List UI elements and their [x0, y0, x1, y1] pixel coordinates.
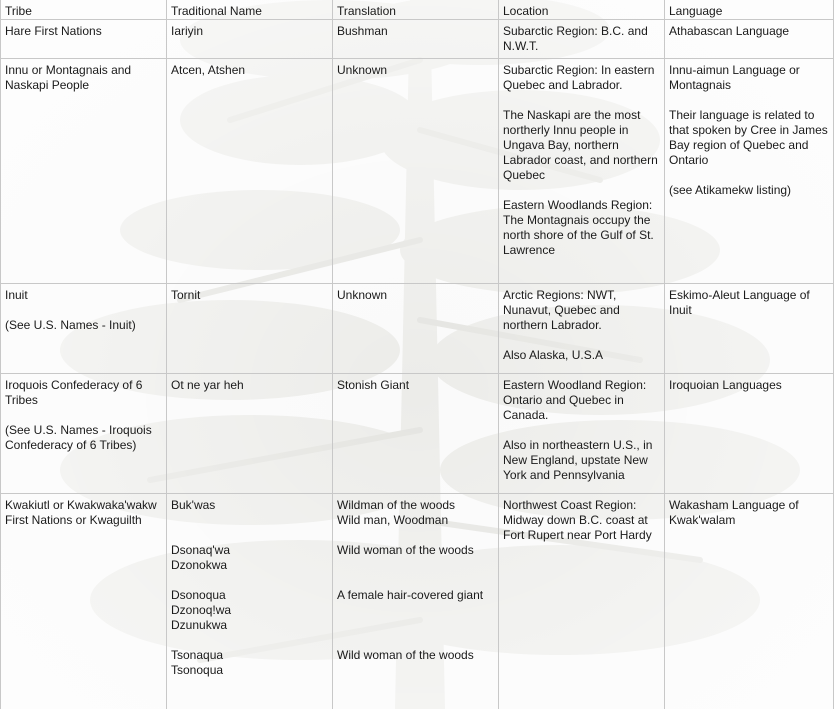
cell-text-line: Eskimo-Aleut Language of Inuit: [669, 288, 810, 317]
cell-text-line: (See U.S. Names - Inuit): [5, 318, 136, 332]
cell-location: [499, 20, 665, 59]
cell-traditional-name: [167, 284, 333, 374]
column-header: Tribe: [1, 0, 167, 20]
cell-text-line: (See U.S. Names - Iroquois Confederacy of 6 Tribes): [5, 423, 152, 452]
cell-location: [499, 284, 665, 374]
cell-language: [665, 494, 834, 709]
cell-text-line: Subarctic Region: In eastern Quebec and Labrador.: [503, 63, 655, 92]
cell-text-line: Arctic Regions: NWT, Nunavut, Quebec and northern Labrador.: [503, 288, 620, 332]
cell-text-line: [171, 633, 329, 648]
cell-text-line: Innu or Montagnais and Naskapi People: [5, 63, 132, 92]
cell-tribe: [1, 59, 167, 284]
cell-tribe: [1, 284, 167, 374]
table-row: [1, 284, 834, 374]
cell-text-line: Wild woman of the woods: [337, 543, 474, 557]
cell-text-line: Iariyin: [171, 24, 204, 38]
cell-text-line: Iroquoian Languages: [669, 378, 782, 392]
cell-text-line: Dzunukwa: [171, 618, 228, 632]
cell-text-line: [503, 333, 661, 348]
cell-text-line: Eastern Woodlands Region: The Montagnais occupy the north shore of the Gulf of St. Lawrence: [503, 198, 654, 257]
cell-traditional-name: [167, 374, 333, 494]
cell-text-line: [337, 528, 495, 543]
cell-text-line: [5, 303, 163, 318]
cell-text-line: Hare First Nations: [5, 24, 102, 38]
cell-traditional-name: [167, 59, 333, 284]
cell-text-line: Kwakiutl or Kwakwaka'wakw First Nations or Kwaguilth: [5, 498, 157, 527]
cell-text-line: [669, 168, 830, 183]
cell-tribe: [1, 374, 167, 494]
cell-text-line: Bushman: [337, 24, 388, 38]
table-row: [1, 374, 834, 494]
cell-text-line: [171, 528, 329, 543]
cell-text-line: [171, 513, 329, 528]
cell-language: [665, 59, 834, 284]
cell-text-line: Northwest Coast Region: Midway down B.C. coast at Fort Rupert near Port Hardy: [503, 498, 652, 542]
table-row: [1, 59, 834, 284]
table-row: [1, 20, 834, 59]
cell-text-line: Tsonoqua: [171, 663, 224, 677]
cell-text-line: Dzonokwa: [171, 558, 228, 572]
cell-text-line: Dzonoq!wa: [171, 603, 232, 617]
cell-text-line: Athabascan Language: [669, 24, 790, 38]
cell-text-line: [337, 558, 495, 573]
cell-language: [665, 374, 834, 494]
cell-translation: [333, 20, 499, 59]
cell-translation: [333, 374, 499, 494]
table-header-row: [1, 0, 834, 20]
cell-text-line: Iroquois Confederacy of 6 Tribes: [5, 378, 143, 407]
column-header: Traditional Name: [167, 0, 333, 20]
cell-text-line: [171, 573, 329, 588]
cell-text-line: Also Alaska, U.S.A: [503, 348, 604, 362]
cell-text-line: [503, 93, 661, 108]
cell-language: [665, 284, 834, 374]
cell-text-line: Atcen, Atshen: [171, 63, 246, 77]
cell-traditional-name: [167, 494, 333, 709]
cell-text-line: Also in northeastern U.S., in New England, upstate New York and Pennsylvania: [503, 438, 653, 482]
cell-text-line: Subarctic Region: B.C. and N.W.T.: [503, 24, 648, 53]
cell-text-line: Dsonoqua: [171, 588, 226, 602]
cell-text-line: [669, 93, 830, 108]
cell-text-line: Buk'was: [171, 498, 216, 512]
cell-translation: [333, 494, 499, 709]
cell-translation: [333, 59, 499, 284]
cell-text-line: [337, 603, 495, 618]
table-row: [1, 494, 834, 709]
cell-text-line: Innu-aimun Language or Montagnais: [669, 63, 800, 92]
cell-text-line: Tsonaqua: [171, 648, 224, 662]
column-header: Language: [665, 0, 834, 20]
cell-text-line: Wild woman of the woods: [337, 648, 474, 662]
cell-text-line: Stonish Giant: [337, 378, 410, 392]
cell-text-line: Dsonaq'wa: [171, 543, 230, 557]
cell-text-line: [503, 423, 661, 438]
cell-text-line: [5, 408, 163, 423]
cell-language: [665, 20, 834, 59]
cell-text-line: [337, 618, 495, 633]
cell-text-line: (see Atikamekw listing): [669, 183, 792, 197]
cell-text-line: Wildman of the woods: [337, 498, 456, 512]
cell-text-line: Their language is related to that spoken by Cree in James Bay region of Quebec and Ontario: [669, 108, 828, 167]
cell-tribe: [1, 20, 167, 59]
cell-text-line: Ot ne yar heh: [171, 378, 244, 392]
cell-text-line: [337, 633, 495, 648]
cell-text-line: Wakasham Language of Kwak'walam: [669, 498, 799, 527]
cell-text-line: The Naskapi are the most northerly Innu people in Ungava Bay, northern Labrador coast, and northern Quebec: [503, 108, 658, 182]
cell-text-line: Inuit: [5, 288, 28, 302]
cell-text-line: [503, 183, 661, 198]
cell-location: [499, 374, 665, 494]
column-header: Translation: [333, 0, 499, 20]
cell-text-line: Wild man, Woodman: [337, 513, 449, 527]
cell-text-line: Unknown: [337, 63, 388, 77]
cell-text-line: A female hair-covered giant: [337, 588, 484, 602]
cell-text-line: Unknown: [337, 288, 388, 302]
cell-traditional-name: [167, 20, 333, 59]
cell-text-line: Tornit: [171, 288, 201, 302]
cell-text-line: Eastern Woodland Region: Ontario and Quebec in Canada.: [503, 378, 647, 422]
cell-location: [499, 494, 665, 709]
cell-location: [499, 59, 665, 284]
cell-tribe: [1, 494, 167, 709]
cell-translation: [333, 284, 499, 374]
cell-text-line: [337, 573, 495, 588]
column-header: Location: [499, 0, 665, 20]
